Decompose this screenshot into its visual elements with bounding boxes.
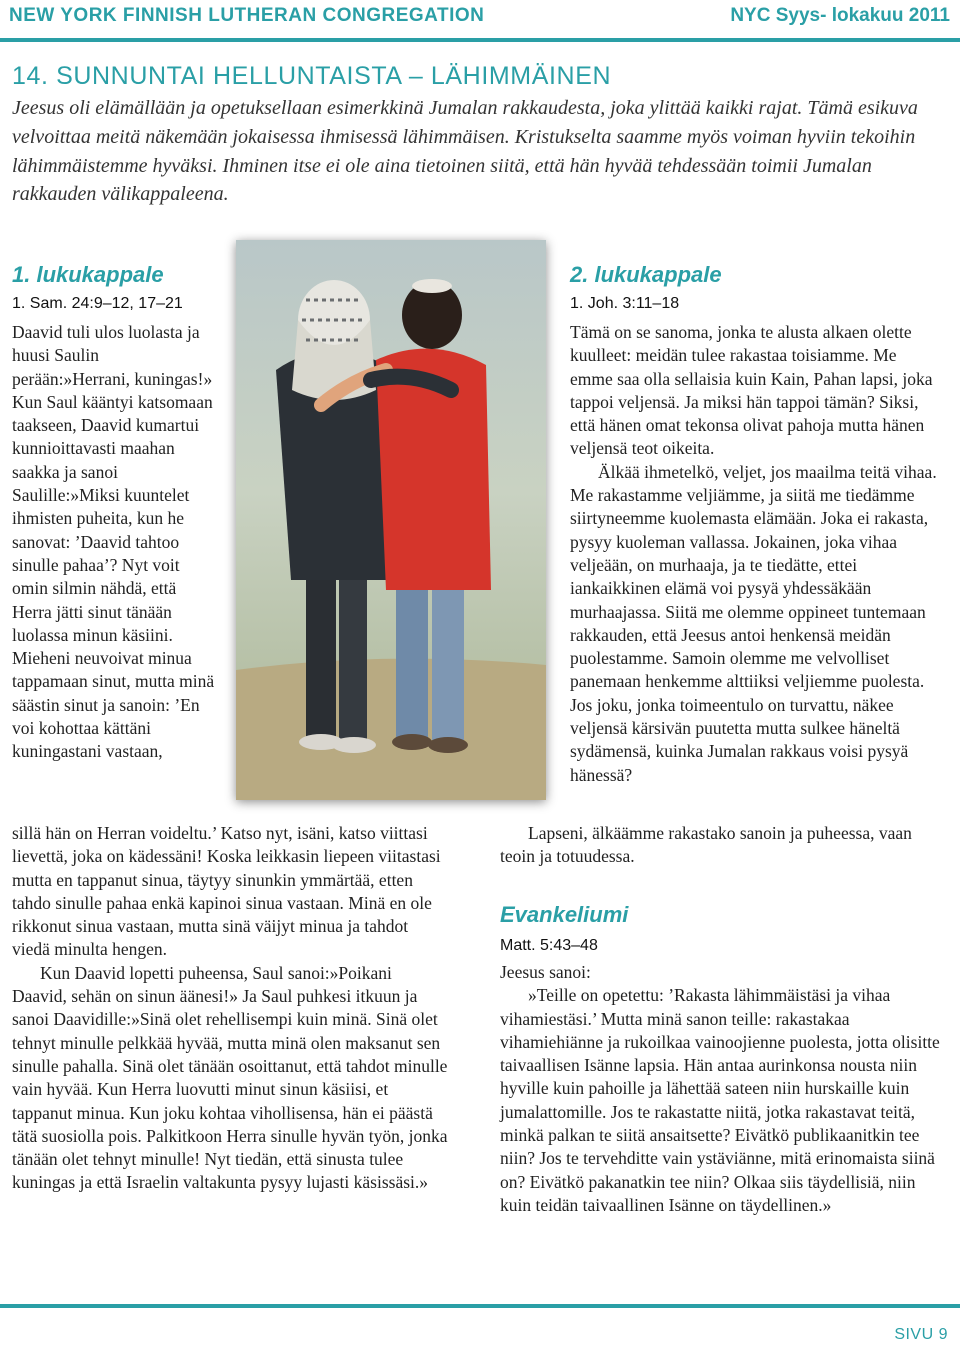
reading2-title: 2. lukukappale bbox=[570, 262, 722, 287]
page-number: SIVU 9 bbox=[894, 1326, 948, 1343]
reading1-text-wide bbox=[12, 822, 450, 1195]
section-title: 14. SUNNUNTAI HELLUNTAISTA – LÄHIMMÄINEN bbox=[12, 62, 612, 90]
issue-date: NYC Syys- lokakuu 2011 bbox=[730, 5, 950, 26]
reading2-paragraph-2: Älkää ihmetelkö, veljet, jos maailma teitä vihaa. Me rakastamme veljiämme, ja siitä me tiedämme siirtyneemme kuolemasta elämään. Joka ei rakasta, pysyy kuoleman vallassa. Jokainen, joka vihaa veljeään, on murhaaja, ja te tiedätte, ettei iankaikkinen elämä voi pysyä yhdessäkään murhaajassa. Siitä me olemme oppineet tuntemaan rakkauden, että Jeesus antoi henkensä meidän puolestamme. Samoin olemme me velvolliset panemaan henkemme alttiiksi veljiemme puolesta. Jos joku, jonka toimeentulo on turvattu, näkee veljensä kärsivän puutetta mutta sulkee häneltä sydämensä, kuinka Jumalan rakkaus voisi pysyä hänessä? bbox=[570, 461, 937, 785]
gospel-paragraph: »Teille on opetettu: ’Rakasta lähimmäistäsi ja vihaa vihamiestäsi.’ Mutta minä sanon teille: rakastakaa vihamiehiänne ja rukoilkaa vainoojienne puolesta, jotta olisitte taivaallisen Isänne lapsia. Hän antaa aurinkonsa nousta niin hyville kuin pahoille ja lähettää sateen niin hurskaille kuin jumalattomille. Jos te rakastatte niitä, jotka rakastavat teitä, minkä palkan te siitä ansaitsette? Eivätkö publikaanitkin tee niin? Jos te tervehditte vain ystäviänne, mitä erinomaista siinä on? Eivätkö pakanatkin tee niin? Olkaa siis täydellisiä, niin kuin teidän taivaallinen Isänne on täydellinen.» bbox=[500, 985, 940, 1215]
reading2-paragraph-3: Lapseni, älkäämme rakastako sanoin ja puheessa, vaan teoin ja totuudessa. bbox=[500, 823, 912, 867]
reading2-text-wide bbox=[500, 822, 942, 869]
header-divider bbox=[0, 38, 960, 42]
reading2-text-narrow bbox=[570, 321, 942, 787]
reading2-reference: 1. Joh. 3:11–18 bbox=[570, 295, 680, 312]
gospel-text bbox=[500, 961, 942, 1217]
reading1-title: 1. lukukappale bbox=[12, 262, 164, 287]
section-intro: Jeesus oli elämällään ja opetuksellaan esimerkkinä Jumalan rakkaudesta, joka ylittää kaikki rajat. Tämä esikuva velvoittaa meitä näkemään jokaisessa ihmisessä lähimmäisen. Kristukselta saamme myös voiman hyviin tekoihin lähimmäistemme hyväksi. Ihminen itse ei ole aina tietoinen siitä, että hän hyvää tehdessään toimii Jumalan rakkauden välikappaleena. bbox=[12, 97, 918, 206]
congregation-name: NEW YORK FINNISH LUTHERAN CONGREGATION bbox=[9, 5, 485, 26]
reading1-paragraph-1b: sillä hän on Herran voideltu.’ Katso nyt, isäni, katso viittasi lievettä, joka on kädessäni! Koska leikkasin liepeen viitastasi mutta en tappanut sinua, täytyy sinunkin ymmärtää, etten tahdo sinulle pahaa enkä kapinoi sinua vastaan. Minä en ole rikkonut sinua vastaan, mutta sinä väijyt minua ja tahdot viedä minulta hengen. bbox=[12, 823, 441, 960]
reading1-reference: 1. Sam. 24:9–12, 17–21 bbox=[12, 295, 183, 312]
photo-illustration bbox=[236, 240, 546, 800]
photo-two-boys-embracing bbox=[236, 240, 546, 800]
reading1-paragraph-1a: Daavid tuli ulos luolasta ja huusi Saulin perään:»Herrani, kuningas!» Kun Saul kääntyi katsomaan taakseen, Daavid kumartui kunnioittavasti maahan saakka ja sanoi Saulille:»Miksi kuuntelet ihmisten puheita, kun he sanovat: ’Daavid tahtoo sinulle pahaa’? Nyt voit omin silmin nähdä, että Herra jätti sinut tänään luolassa minun käsiini. Mieheni neuvoivat minua tappamaan sinut, mutta minä säästin sinut ja sanoin: ’En voi kohottaa kättäni kuningastani vastaan, bbox=[12, 322, 215, 762]
gospel-title: Evankeliumi bbox=[500, 902, 629, 927]
footer-divider bbox=[0, 1304, 960, 1308]
reading1-paragraph-2: Kun Daavid lopetti puheensa, Saul sanoi:»Poikani Daavid, sehän on sinun äänesi!» Ja Saul puhkesi itkuun ja sanoi Daavidille:»Sinä olet rehellisempi kuin minä. Sinä olet tehnyt minulle pelkkää hyvää, mutta minä olen maksanut sen sinulle pahalla. Sinä olet tänään osoittanut, että tahdot minulle vain hyvää. Kun Herra luovutti minut sinun käsiisi, et tappanut minua. Kun joku kohtaa vihollisensa, hän ei päästä tätä suosiolla pois. Palkitkoon Herra sinulle hyvän työn, jonka tänään olet tehnyt minulle! Nyt tiedän, että sinusta tulee kuningas ja että Israelin valtakunta pysyy lujasti käsissäsi.» bbox=[12, 962, 448, 1193]
reading1-text-narrow bbox=[12, 321, 217, 764]
gospel-reference: Matt. 5:43–48 bbox=[500, 937, 598, 954]
page-header bbox=[0, 0, 960, 34]
gospel-intro: Jeesus sanoi: bbox=[500, 962, 591, 982]
reading2-paragraph-1: Tämä on se sanoma, jonka te alusta alkaen olette kuulleet: meidän tulee rakastaa toisiamme. Me emme saa olla sellaisia kuin Kain, Pahan lapsi, joka tappoi veljensä. Ja miksi hän tappoi tämän? Siksi, että hänen omat tekonsa olivat pahoja mutta hänen veljensä teot oikeita. bbox=[570, 322, 933, 459]
